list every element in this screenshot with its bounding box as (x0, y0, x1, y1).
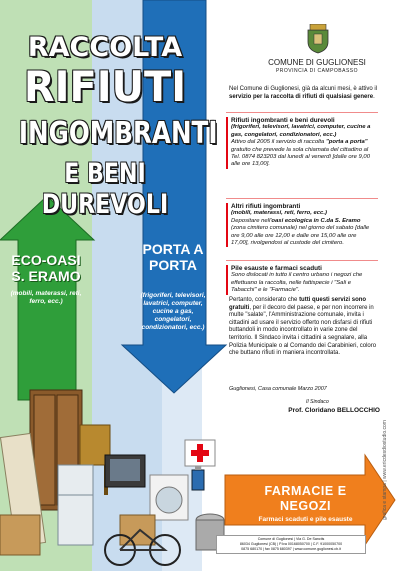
closing-post: , per il decoro del paese, e per non incorrere in multe "salate", l'Amministrazione comunale, invita i cittadini ad usare il servizio offerto non disfarsi di rifiuti buttandoli in modo incontrollato in varie zone del territorio. Il Sindaco invita i cittadini a segnalare, alla Polizia Municipale o al Comando dei Carabinieri, coloro che buttano rifiuti in maniera incontrollata. (229, 304, 377, 357)
section-altri-rifiuti (226, 203, 376, 247)
section-ingombranti (226, 117, 376, 169)
closing-bold: tutti questi servizi sono gratuiti (229, 297, 367, 311)
section-altri-text (231, 218, 376, 248)
farmacie-negozi-title: FARMACIE E NEGOZI (264, 484, 347, 513)
title-line-4: E BENI DUREVOLI (41, 158, 169, 220)
section-ingombranti-post: gratuito che prevede la sola chiamata del cittadino al Tel. 0874 823203 dal lunedì al venerdì [dalle ore 9,00 alle ore 13,00]. (231, 146, 370, 168)
section-altri-pre: Depositare nell' (231, 217, 272, 224)
title-line-1: RACCOLTA (27, 32, 183, 63)
section-ingombranti-items: (frigoriferi, televisori, lavatrici, computer, cucine a gas, congelatori, condizionatori, ecc.) (231, 124, 371, 138)
section-pile-farmaci (226, 265, 376, 295)
footer-address (216, 535, 366, 554)
credits-text: grafica e stampa | www.ericdesdiostudio.com (382, 420, 388, 520)
section-altri-post: (zona cimitero comunale) nel giorno del sabato [dalle ore 9,00 alle ore 12,00 e dalle ore 15,00 alle ore 17,00], rivolgendosi al custode del cimitero. (231, 225, 370, 247)
closing-pre: Pertanto, considerato che (229, 297, 298, 303)
signature-date: Guglionesi, Casa comunale Marzo 2007 (229, 386, 327, 392)
footer-line-3: 0875 680170 | fax 0875 680397 | www.comune.guglionesi.cb.it (241, 547, 341, 551)
signature-name: Prof. Cloridano BELLOCCHIO (288, 407, 380, 414)
divider (226, 198, 378, 199)
section-altri-heading: Altri rifiuti ingombranti (231, 203, 301, 210)
footer-line-1: Comune di Guglionesi | Via G. De Sanctis (257, 537, 325, 541)
section-ingombranti-pre: Attivo dal 2005 il servizio di raccolta (231, 139, 325, 146)
bulky-waste-illustration (0, 345, 230, 571)
intro-end: . (373, 93, 375, 100)
porta-a-porta-subtitle: (frigoriferi, televisori, lavatrici, computer, cucine a gas, congelatori, condizionatori, ecc.) (140, 292, 206, 331)
section-pile-text: Sono dislocati in tutto il centro urbano i negozi che effettuano la raccolta, nelle fattispecie i "Sali e Tabacchi" e le "Farmacie". (231, 272, 363, 294)
eco-oasi-subtitle: (mobili, materassi, reti, ferro, ecc.) (10, 290, 82, 305)
intro-paragraph (229, 86, 379, 101)
municipal-crest-icon (306, 24, 330, 54)
closing-paragraph (229, 297, 379, 358)
signature-label: Il Sindaco (306, 399, 329, 405)
title-line-2: RIFIUTI (23, 62, 187, 111)
section-ingombranti-heading: Rifiuti ingombranti e beni durevoli (231, 117, 335, 124)
intro-text: Nel Comune di Guglionesi, già da alcuni mesi, è attivo il (229, 86, 378, 92)
provincia-name: PROVINCIA DI CAMPOBASSO (275, 68, 359, 74)
eco-oasi-title: ECO-OASI S. ERAMO (11, 252, 81, 284)
footer-line-2: 86034 Guglionesi (CB) | P.Iva 00168050700 | C.F. 91000050700 (239, 542, 343, 546)
divider (226, 260, 378, 261)
intro-bold: servizio per la raccolta di rifiuti di qualsiasi genere (229, 93, 374, 100)
section-ingombranti-text (231, 139, 376, 169)
farmacie-negozi-subtitle: Farmaci scaduti e pile esauste (258, 516, 353, 523)
section-altri-bold: oasi ecologica in C.da S. Eramo (271, 217, 361, 224)
comune-name: COMUNE DI GUGLIONESI (268, 58, 366, 67)
section-ingombranti-bold: "porta a porta" (325, 139, 368, 146)
divider (226, 112, 378, 113)
section-altri-items: (mobili, materassi, reti, ferro, ecc.) (231, 210, 327, 217)
title-line-3: INGOMBRANTI (18, 116, 218, 151)
porta-a-porta-title: PORTA A PORTA (142, 241, 204, 273)
section-pile-heading: Pile esauste e farmaci scaduti (231, 265, 322, 272)
credits-vertical (382, 360, 392, 520)
